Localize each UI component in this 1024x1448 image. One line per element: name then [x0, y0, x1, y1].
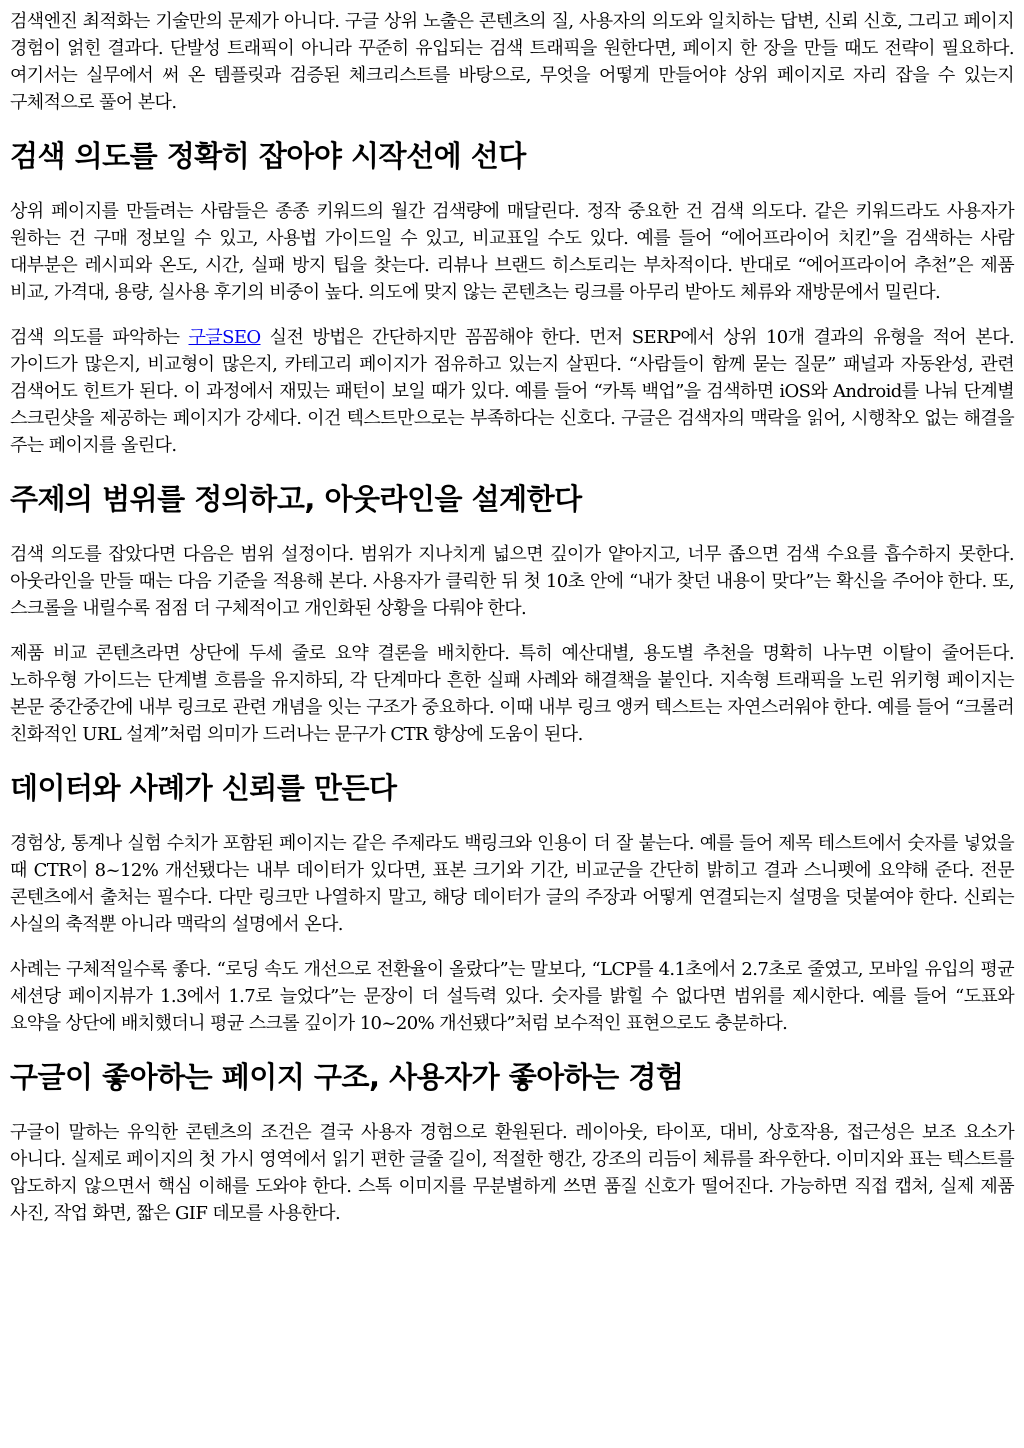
section-3-paragraph-1: 경험상, 통계나 실험 수치가 포함된 페이지는 같은 주제라도 백링크와 인용이 더 잘 붙는다. 예를 들어 제목 테스트에서 숫자를 넣었을 때 CTR이 8~12% 개선됐다는 내부 데이터가 있다면, 표본 크기와 기간, 비교군을 간단히 밝히고 결과 스니펫에 요약해 준다. 전문 콘텐츠에서 출처는 필수다. 다만 링크만 나열하지 말고, 해당 데이터가 글의 주장과 어떻게 연결되는지 설명을 덧붙여야 한다. 신뢰는 사실의 축적뿐 아니라 맥락의 설명에서 온다.	[10, 833, 1014, 935]
google-seo-link[interactable]: 구글SEO	[188, 327, 261, 348]
section-3-paragraph-2: 사례는 구체적일수록 좋다. “로딩 속도 개선으로 전환율이 올랐다”는 말보다, “LCP를 4.1초에서 2.7초로 줄였고, 모바일 유입의 평균 세션당 페이지뷰가 1.3에서 1.7로 늘었다”는 문장이 더 설득력 있다. 숫자를 밝힐 수 없다면 범위를 제시한다. 예를 들어 “도표와 요약을 상단에 배치했더니 평균 스크롤 깊이가 10~20% 개선됐다”처럼 보수적인 표현으로도 충분하다.	[10, 959, 1014, 1034]
intro-paragraph: 검색엔진 최적화는 기술만의 문제가 아니다. 구글 상위 노출은 콘텐츠의 질, 사용자의 의도와 일치하는 답변, 신뢰 신호, 그리고 페이지 경험이 얽힌 결과다. 단발성 트래픽이 아니라 꾸준히 유입되는 검색 트래픽을 원한다면, 페이지 한 장을 만들 때도 전략이 필요하다. 여기서는 실무에서 써 온 템플릿과 검증된 체크리스트를 바탕으로, 무엇을 어떻게 만들어야 상위 페이지로 자리 잡을 수 있는지 구체적으로 풀어 본다.	[10, 11, 1014, 113]
section-4-paragraph-1: 구글이 말하는 유익한 콘텐츠의 조건은 결국 사용자 경험으로 환원된다. 레이아웃, 타이포, 대비, 상호작용, 접근성은 보조 요소가 아니다. 실제로 페이지의 첫 가시 영역에서 읽기 편한 글줄 길이, 적절한 행간, 강조의 리듬이 체류를 좌우한다. 이미지와 표는 텍스트를 압도하지 않으면서 핵심 이해를 도와야 한다. 스톡 이미지를 무분별하게 쓰면 품질 신호가 떨어진다. 가능하면 직접 캡처, 실제 제품 사진, 작업 화면, 짧은 GIF 데모를 사용한다.	[10, 1122, 1014, 1224]
section-1-paragraph-2	[10, 324, 1014, 459]
paragraph-text-after-link: 실전 방법은 간단하지만 꼼꼼해야 한다. 먼저 SERP에서 상위 10개 결과의 유형을 적어 본다. 가이드가 많은지, 비교형이 많은지, 카테고리 페이지가 점유하고 있는지 살핀다. “사람들이 함께 묻는 질문” 패널과 자동완성, 관련 검색어도 힌트가 된다. 이 과정에서 재밌는 패턴이 보일 때가 있다. 예를 들어 “카톡 백업”을 검색하면 iOS와 Android를 나눠 단계별 스크린샷을 제공하는 페이지가 강세다. 이건 텍스트만으로는 부족하다는 신호다. 구글은 검색자의 맥락을 읽어, 시행착오 없는 해결을 주는 페이지를 올린다.	[10, 327, 1014, 456]
section-3-heading: 데이터와 사례가 신뢰를 만든다	[10, 771, 397, 805]
section-2-paragraph-2: 제품 비교 콘텐츠라면 상단에 두세 줄로 요약 결론을 배치한다. 특히 예산대별, 용도별 추천을 명확히 나누면 이탈이 줄어든다. 노하우형 가이드는 단계별 흐름을 유지하되, 각 단계마다 흔한 실패 사례와 해결책을 붙인다. 지속형 트래픽을 노린 위키형 페이지는 본문 중간중간에 내부 링크로 관련 개념을 잇는 구조가 중요하다. 이때 내부 링크 앵커 텍스트는 자연스러워야 한다. 예를 들어 “크롤러 친화적인 URL 설계”처럼 의미가 드러나는 문구가 CTR 향상에 도움이 된다.	[10, 643, 1014, 745]
section-2-heading: 주제의 범위를 정의하고, 아웃라인을 설계한다	[10, 482, 582, 516]
paragraph-text-before-link: 검색 의도를 파악하는	[10, 327, 189, 348]
section-4-heading: 구글이 좋아하는 페이지 구조, 사용자가 좋아하는 경험	[10, 1060, 684, 1094]
section-1-paragraph-1: 상위 페이지를 만들려는 사람들은 종종 키워드의 월간 검색량에 매달린다. 정작 중요한 건 검색 의도다. 같은 키워드라도 사용자가 원하는 건 구매 정보일 수 있고, 사용법 가이드일 수 있고, 비교표일 수도 있다. 예를 들어 “에어프라이어 치킨”을 검색하는 사람 대부분은 레시피와 온도, 시간, 실패 방지 팁을 찾는다. 리뷰나 브랜드 히스토리는 부차적이다. 반대로 “에어프라이어 추천”은 제품 비교, 가격대, 용량, 실사용 후기의 비중이 높다. 의도에 맞지 않는 콘텐츠는 링크를 아무리 받아도 체류와 재방문에서 밀린다.	[10, 201, 1014, 303]
section-1-heading: 검색 의도를 정확히 잡아야 시작선에 선다	[10, 139, 526, 173]
section-2-paragraph-1: 검색 의도를 잡았다면 다음은 범위 설정이다. 범위가 지나치게 넓으면 깊이가 얕아지고, 너무 좁으면 검색 수요를 흡수하지 못한다. 아웃라인을 만들 때는 다음 기준을 적용해 본다. 사용자가 클릭한 뒤 첫 10초 안에 “내가 찾던 내용이 맞다”는 확신을 주어야 한다. 또, 스크롤을 내릴수록 점점 더 구체적이고 개인화된 상황을 다뤄야 한다.	[10, 544, 1014, 619]
